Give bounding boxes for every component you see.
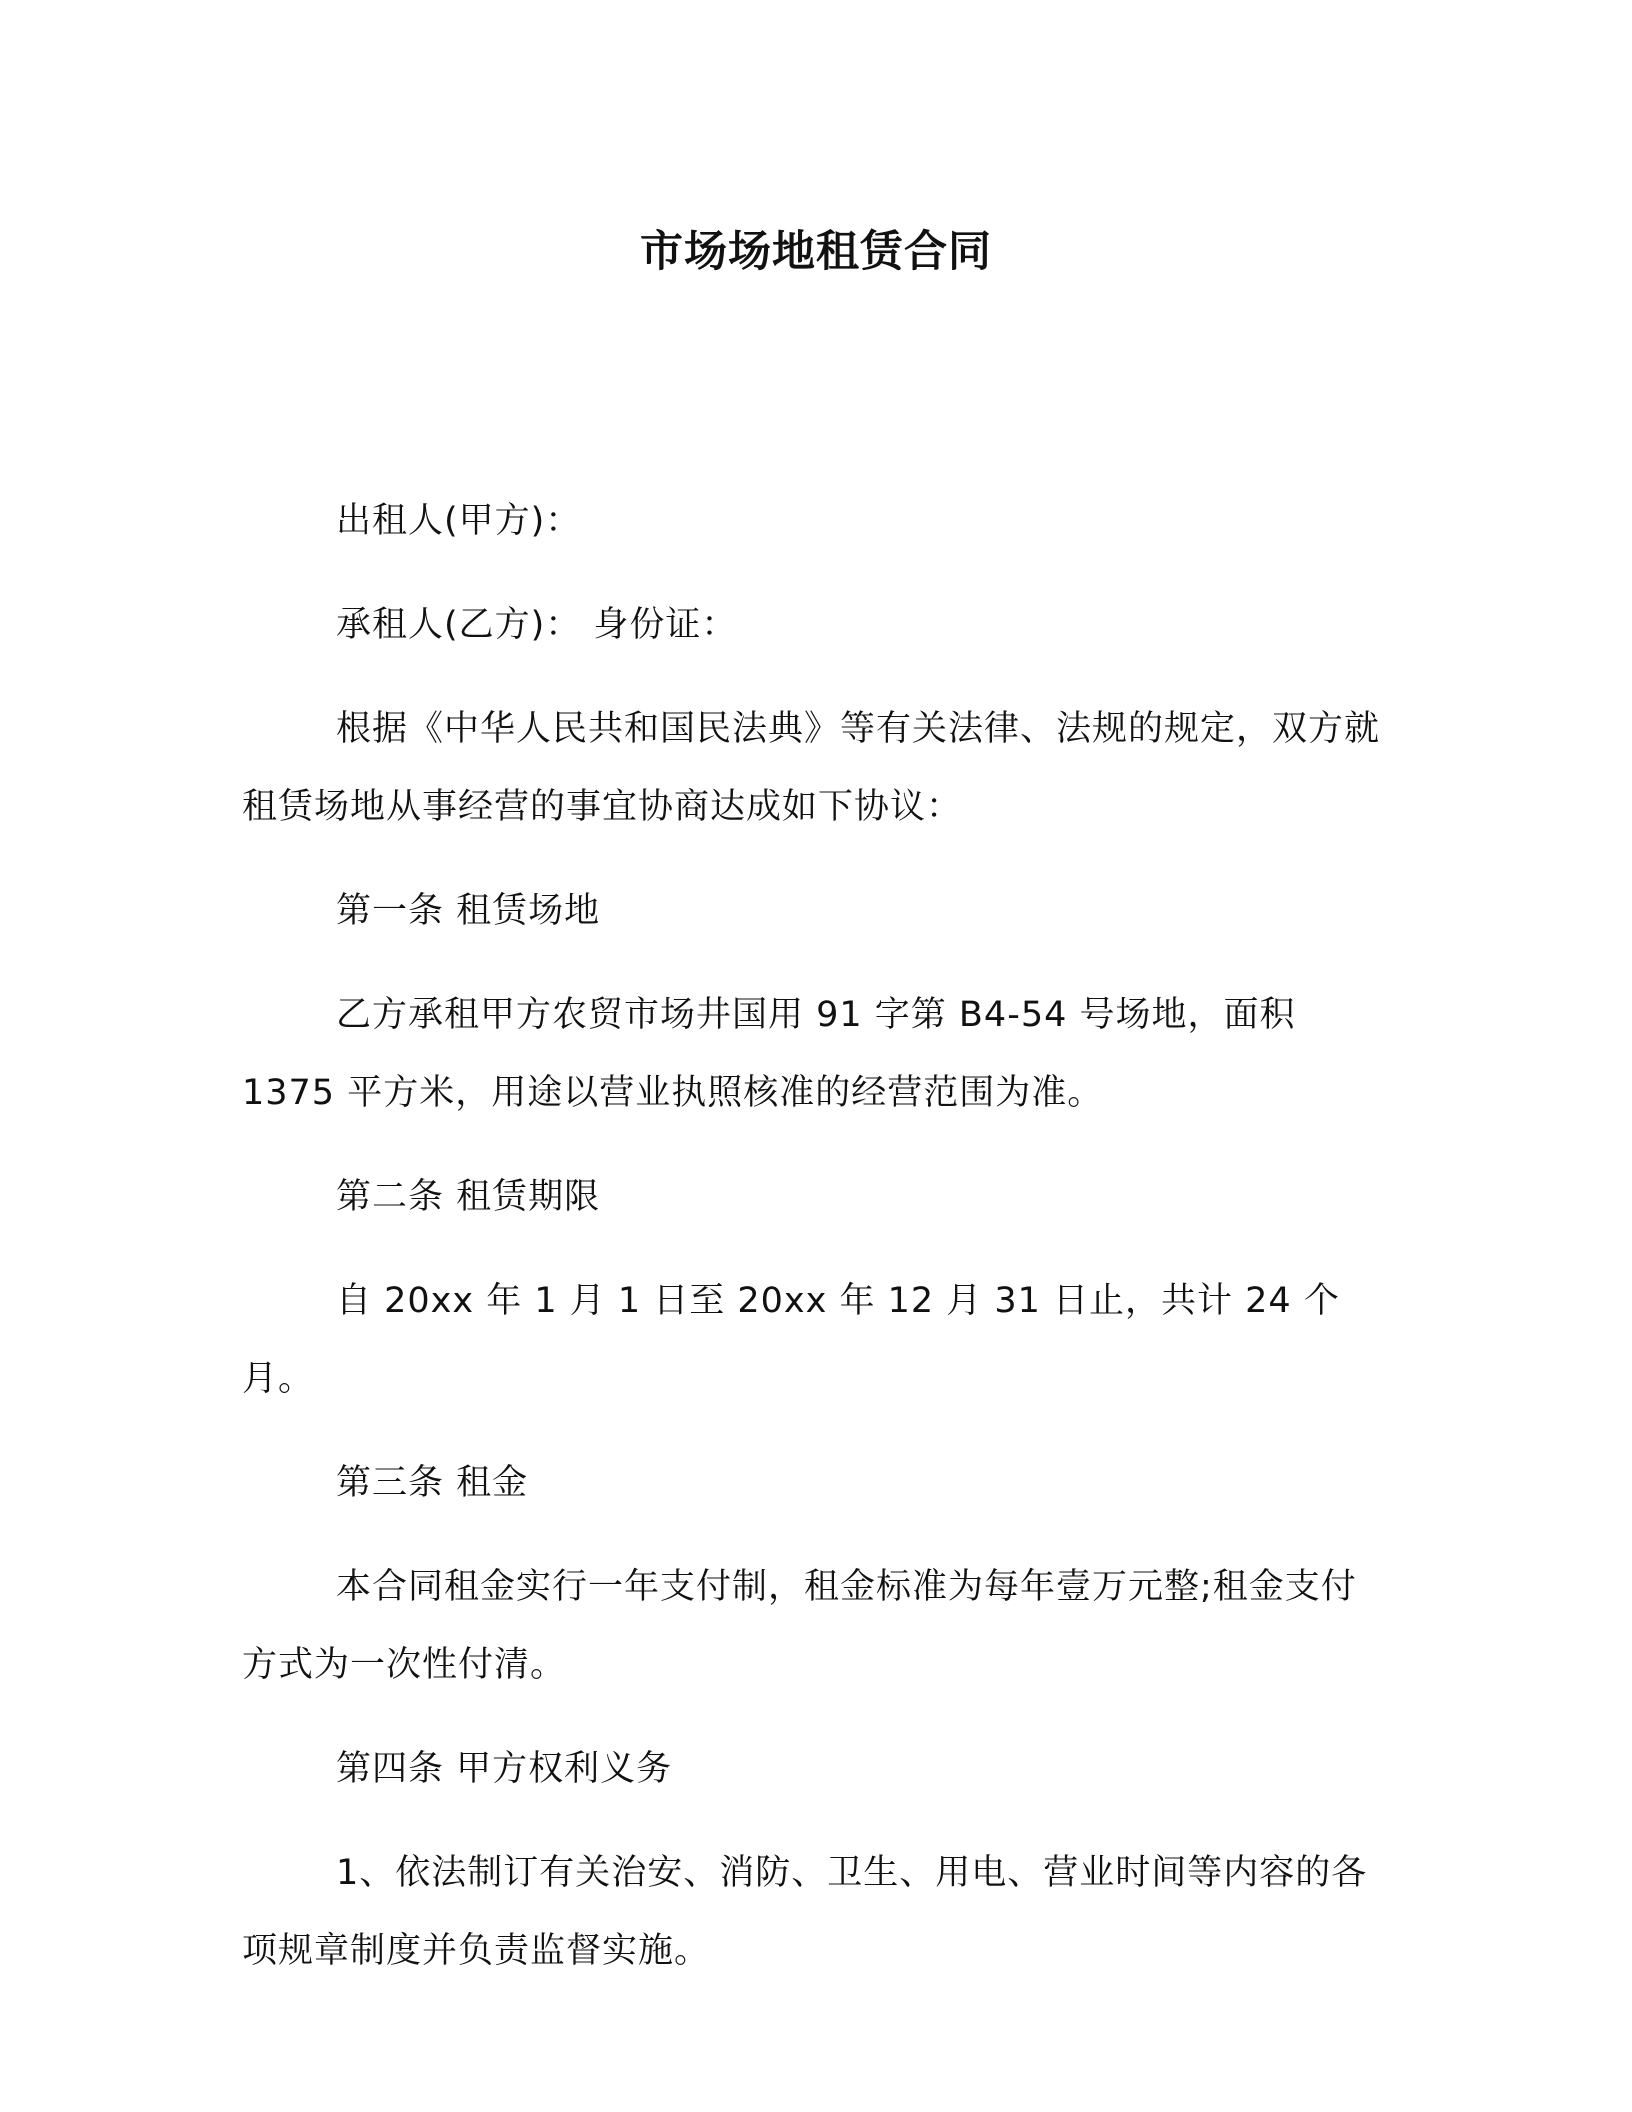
document-title: 市场场地租赁合同 <box>640 227 992 277</box>
article3-heading: 第三条 租金 <box>336 1463 529 1503</box>
article4-item1: 1、依法制订有关治安、消防、卫生、用电、营业时间等内容的各项规章制度并负责监督实施。 <box>242 1853 1368 1971</box>
preamble-paragraph: 根据《中华人民共和国民法典》等有关法律、法规的规定，双方就租赁场地从事经营的事宜协商达成如下协议： <box>242 709 1381 827</box>
article3-text: 本合同租金实行一年支付制，租金标准为每年壹万元整;租金支付方式为一次性付清。 <box>242 1567 1357 1685</box>
article2-heading: 第二条 租赁期限 <box>336 1177 601 1217</box>
article2-text: 自 20xx 年 1 月 1 日至 20xx 年 12 月 31 日止，共计 24 个月。 <box>242 1281 1340 1399</box>
lessee-line: 承租人(乙方)： 身份证： <box>336 605 738 645</box>
article4-heading: 第四条 甲方权利义务 <box>336 1749 673 1789</box>
article1-text: 乙方承租甲方农贸市场井国用 91 字第 B4-54 号场地，面积 1375 平方米，用途以营业执照核准的经营范围为准。 <box>242 995 1296 1113</box>
lessor-line: 出租人(甲方)： <box>336 501 582 541</box>
article1-heading: 第一条 租赁场地 <box>336 891 601 931</box>
document-body <box>242 482 1390 1990</box>
